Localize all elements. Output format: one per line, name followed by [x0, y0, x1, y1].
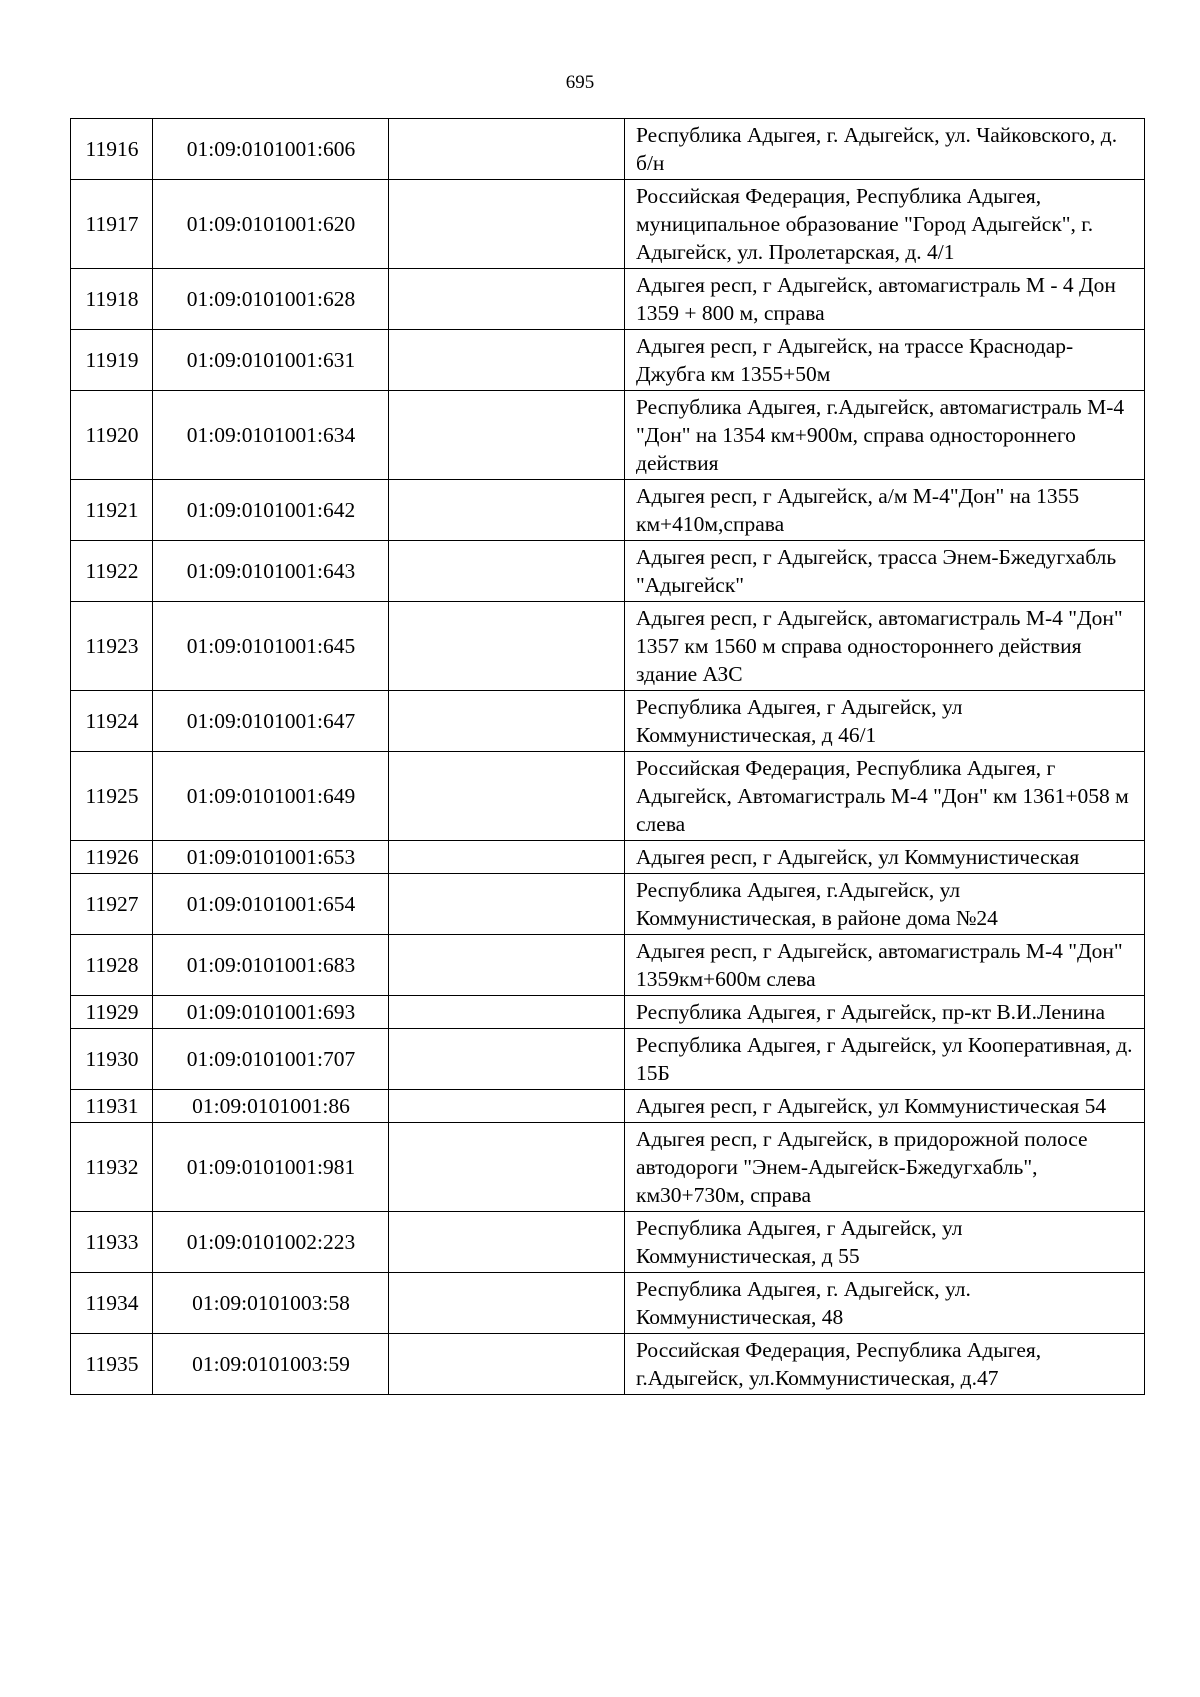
cadastral-number-cell: 01:09:0101001:631	[153, 330, 389, 391]
row-number-cell: 11933	[71, 1212, 153, 1273]
address-cell: Российская Федерация, Республика Адыгея, г Адыгейск, Автомагистраль М-4 "Дон" км 1361+058 м слева	[625, 752, 1145, 841]
row-number-cell: 11927	[71, 874, 153, 935]
row-number-cell: 11923	[71, 602, 153, 691]
address-cell: Республика Адыгея, г.Адыгейск, ул Коммунистическая, в районе дома №24	[625, 874, 1145, 935]
table-row	[71, 119, 1145, 180]
address-cell: Республика Адыгея, г Адыгейск, ул Коммунистическая, д 55	[625, 1212, 1145, 1273]
table-row	[71, 1123, 1145, 1212]
row-number-cell: 11925	[71, 752, 153, 841]
empty-cell	[389, 874, 625, 935]
row-number-cell: 11919	[71, 330, 153, 391]
table-row	[71, 480, 1145, 541]
cadastral-number-cell: 01:09:0101001:634	[153, 391, 389, 480]
registry-table	[70, 118, 1145, 1395]
row-number-cell: 11931	[71, 1090, 153, 1123]
empty-cell	[389, 1123, 625, 1212]
address-cell: Республика Адыгея, г Адыгейск, пр-кт В.И.Ленина	[625, 996, 1145, 1029]
cadastral-number-cell: 01:09:0101001:645	[153, 602, 389, 691]
cadastral-number-cell: 01:09:0101001:649	[153, 752, 389, 841]
address-cell: Республика Адыгея, г. Адыгейск, ул. Коммунистическая, 48	[625, 1273, 1145, 1334]
address-cell: Республика Адыгея, г Адыгейск, ул Коммунистическая, д 46/1	[625, 691, 1145, 752]
cadastral-number-cell: 01:09:0101002:223	[153, 1212, 389, 1273]
table-row	[71, 996, 1145, 1029]
empty-cell	[389, 1212, 625, 1273]
table-row	[71, 391, 1145, 480]
address-cell: Российская Федерация, Республика Адыгея, муниципальное образование "Город Адыгейск", г. Адыгейск, ул. Пролетарская, д. 4/1	[625, 180, 1145, 269]
address-cell: Адыгея респ, г Адыгейск, трасса Энем-Бжедугхабль "Адыгейск"	[625, 541, 1145, 602]
address-cell: Российская Федерация, Республика Адыгея, г.Адыгейск, ул.Коммунистическая, д.47	[625, 1334, 1145, 1395]
address-cell: Республика Адыгея, г Адыгейск, ул Кооперативная, д. 15Б	[625, 1029, 1145, 1090]
address-cell: Адыгея респ, г Адыгейск, ул Коммунистическая	[625, 841, 1145, 874]
row-number-cell: 11920	[71, 391, 153, 480]
empty-cell	[389, 541, 625, 602]
cadastral-number-cell: 01:09:0101001:654	[153, 874, 389, 935]
table-row	[71, 269, 1145, 330]
empty-cell	[389, 269, 625, 330]
empty-cell	[389, 180, 625, 269]
address-cell: Адыгея респ, г Адыгейск, а/м М-4"Дон" на 1355 км+410м,справа	[625, 480, 1145, 541]
address-cell: Адыгея респ, г Адыгейск, автомагистраль М-4 "Дон" 1357 км 1560 м справа одностороннего действия здание АЗС	[625, 602, 1145, 691]
empty-cell	[389, 1273, 625, 1334]
cadastral-number-cell: 01:09:0101001:693	[153, 996, 389, 1029]
empty-cell	[389, 480, 625, 541]
table-row	[71, 180, 1145, 269]
table-row	[71, 1334, 1145, 1395]
address-cell: Адыгея респ, г Адыгейск, ул Коммунистическая 54	[625, 1090, 1145, 1123]
row-number-cell: 11929	[71, 996, 153, 1029]
row-number-cell: 11934	[71, 1273, 153, 1334]
empty-cell	[389, 1029, 625, 1090]
address-cell: Адыгея респ, г Адыгейск, в придорожной полосе автодороги "Энем-Адыгейск-Бжедугхабль", км30+730м, справа	[625, 1123, 1145, 1212]
table-row	[71, 752, 1145, 841]
address-cell: Республика Адыгея, г.Адыгейск, автомагистраль М-4 "Дон" на 1354 км+900м, справа одностороннего действия	[625, 391, 1145, 480]
row-number-cell: 11916	[71, 119, 153, 180]
row-number-cell: 11932	[71, 1123, 153, 1212]
cadastral-number-cell: 01:09:0101001:606	[153, 119, 389, 180]
empty-cell	[389, 752, 625, 841]
cadastral-number-cell: 01:09:0101001:86	[153, 1090, 389, 1123]
row-number-cell: 11922	[71, 541, 153, 602]
table-row	[71, 330, 1145, 391]
table-row	[71, 602, 1145, 691]
empty-cell	[389, 691, 625, 752]
cadastral-number-cell: 01:09:0101001:628	[153, 269, 389, 330]
table-row	[71, 841, 1145, 874]
empty-cell	[389, 1334, 625, 1395]
cadastral-number-cell: 01:09:0101001:981	[153, 1123, 389, 1212]
table-row	[71, 691, 1145, 752]
row-number-cell: 11928	[71, 935, 153, 996]
row-number-cell: 11930	[71, 1029, 153, 1090]
address-cell: Адыгея респ, г Адыгейск, автомагистраль М - 4 Дон 1359 + 800 м, справа	[625, 269, 1145, 330]
empty-cell	[389, 935, 625, 996]
table-row	[71, 874, 1145, 935]
cadastral-number-cell: 01:09:0101003:58	[153, 1273, 389, 1334]
empty-cell	[389, 119, 625, 180]
registry-table-body	[71, 119, 1145, 1395]
empty-cell	[389, 602, 625, 691]
table-row	[71, 1273, 1145, 1334]
cadastral-number-cell: 01:09:0101001:683	[153, 935, 389, 996]
cadastral-number-cell: 01:09:0101001:642	[153, 480, 389, 541]
empty-cell	[389, 1090, 625, 1123]
empty-cell	[389, 330, 625, 391]
cadastral-number-cell: 01:09:0101001:643	[153, 541, 389, 602]
table-row	[71, 1212, 1145, 1273]
row-number-cell: 11917	[71, 180, 153, 269]
cadastral-number-cell: 01:09:0101003:59	[153, 1334, 389, 1395]
row-number-cell: 11921	[71, 480, 153, 541]
row-number-cell: 11918	[71, 269, 153, 330]
row-number-cell: 11935	[71, 1334, 153, 1395]
table-row	[71, 1029, 1145, 1090]
cadastral-number-cell: 01:09:0101001:653	[153, 841, 389, 874]
address-cell: Адыгея респ, г Адыгейск, на трассе Краснодар-Джубга км 1355+50м	[625, 330, 1145, 391]
empty-cell	[389, 391, 625, 480]
address-cell: Республика Адыгея, г. Адыгейск, ул. Чайковского, д. б/н	[625, 119, 1145, 180]
address-cell: Адыгея респ, г Адыгейск, автомагистраль М-4 "Дон" 1359км+600м слева	[625, 935, 1145, 996]
cadastral-number-cell: 01:09:0101001:647	[153, 691, 389, 752]
table-row	[71, 541, 1145, 602]
table-row	[71, 935, 1145, 996]
empty-cell	[389, 996, 625, 1029]
row-number-cell: 11926	[71, 841, 153, 874]
table-row	[71, 1090, 1145, 1123]
cadastral-number-cell: 01:09:0101001:620	[153, 180, 389, 269]
cadastral-number-cell: 01:09:0101001:707	[153, 1029, 389, 1090]
page-number: 695	[565, 72, 595, 93]
row-number-cell: 11924	[71, 691, 153, 752]
empty-cell	[389, 841, 625, 874]
